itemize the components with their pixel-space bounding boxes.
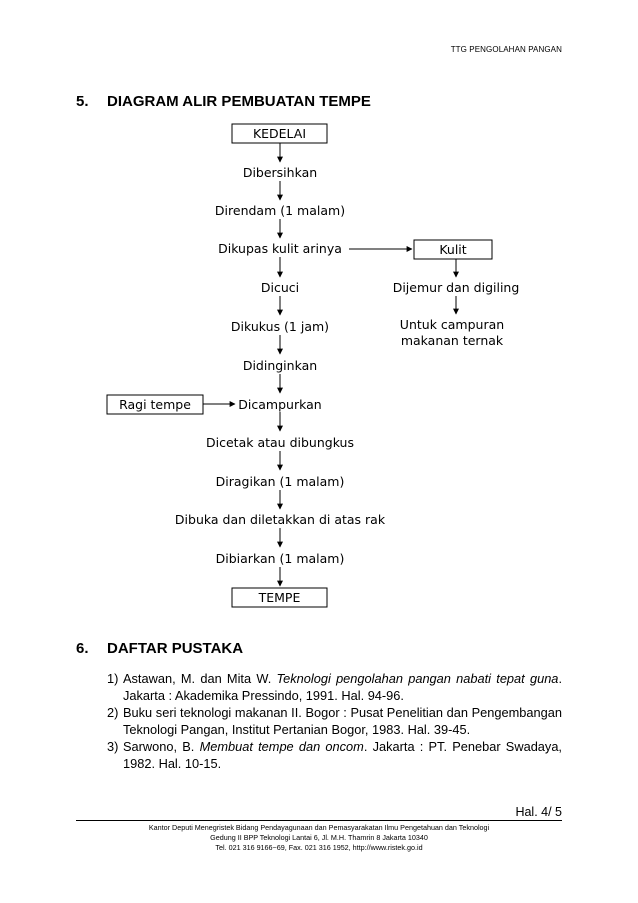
reference-item: 3) Sarwono, B. Membuat tempe dan oncom. Jakarta : PT. Penebar Swadaya, 1982. Hal. 10-15.: [107, 739, 562, 771]
section-5-number: 5.: [76, 93, 89, 110]
ragi-label: Ragi tempe: [119, 397, 191, 412]
flow-step: Dicampurkan: [238, 397, 322, 412]
flow-step: Diragikan (1 malam): [215, 474, 345, 489]
section-6-title: DAFTAR PUSTAKA: [107, 640, 244, 657]
flow-step: Dicetak atau dibungkus: [206, 435, 354, 450]
side-step-2-line1: Untuk campuran: [399, 317, 505, 332]
flow-step: Dikukus (1 jam): [230, 319, 330, 334]
reference-list: [107, 670, 562, 772]
page-number: Hal. 4/ 5: [515, 805, 562, 819]
flow-step: Direndam (1 malam): [214, 203, 346, 218]
footer-divider: [76, 820, 562, 821]
reference-item: 2) Buku seri teknologi makanan II. Bogor : Pusat Penelitian dan Pengembangan Teknologi Pangan, Institut Pertanian Bogor, 1983. Hal. 39-45.: [107, 705, 562, 737]
flow-end-label: TEMPE: [258, 590, 301, 605]
flow-step: Dicuci: [260, 280, 300, 295]
footer-line-2: Gedung II BPP Teknologi Lantai 6, Jl. M.H. Thamrin 8 Jakarta 10340: [210, 833, 428, 842]
flow-step: Didinginkan: [242, 358, 318, 373]
side-step-2-line2: makanan ternak: [400, 333, 504, 348]
section-6-number: 6.: [76, 640, 89, 657]
kulit-label: Kulit: [439, 242, 467, 257]
side-step-1: Dijemur dan digiling: [392, 280, 520, 295]
flow-start-label: KEDELAI: [252, 126, 307, 141]
reference-number: 2): [107, 705, 119, 720]
page-header: TTG PENGOLAHAN PANGAN: [450, 45, 562, 54]
flow-step: Dikupas kulit arinya: [218, 241, 342, 256]
reference-number: 1): [107, 671, 119, 686]
reference-number: 3): [107, 739, 119, 754]
section-5-title: DIAGRAM ALIR PEMBUATAN TEMPE: [107, 93, 371, 110]
flow-step: Dibiarkan (1 malam): [215, 551, 345, 566]
flow-step: Dibersihkan: [242, 165, 318, 180]
reference-item: 1) Astawan, M. dan Mita W. Teknologi pengolahan pangan nabati tepat guna. Jakarta : Akademika Pressindo, 1991. Hal. 94-96.: [107, 671, 562, 703]
footer-line-1: Kantor Deputi Menegristek Bidang Pendayagunaan dan Pemasyarakatan Ilmu Pengetahuan dan Teknologi: [148, 823, 490, 832]
footer-line-3: Tel. 021 316 9166~69, Fax. 021 316 1952, http://www.ristek.go.id: [215, 843, 423, 852]
flow-step: Dibuka dan diletakkan di atas rak: [174, 512, 386, 527]
page-footer: [76, 823, 562, 853]
